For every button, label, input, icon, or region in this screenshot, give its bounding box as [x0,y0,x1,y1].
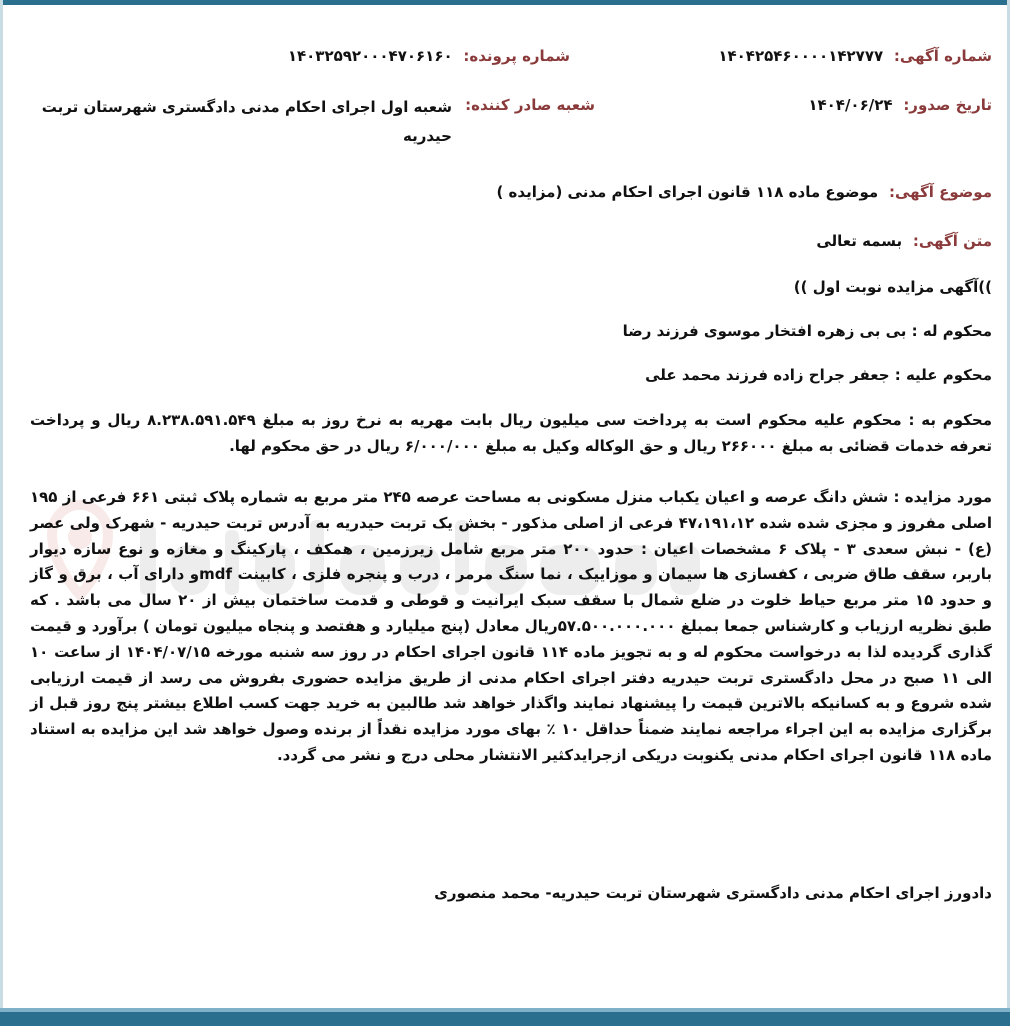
subject-row [496,183,992,201]
window-left-border [0,0,3,1026]
text-label: متن آگهی: [912,232,992,250]
subject-label: موضوع آگهی: [888,183,992,201]
issuing-branch-label: شعبه صادر کننده: [465,96,595,114]
notice-number-row [718,47,992,65]
case-number-value: ۱۴۰۳۲۵۹۲۰۰۰۴۷۰۶۱۶۰ [287,47,453,65]
case-number-row [288,47,570,65]
issue-date-value: ۱۴۰۴/۰۶/۲۴ [808,96,893,114]
issuing-branch-value: شعبه اول اجرای احکام مدنی دادگستری شهرستان تربت [41,98,452,116]
auction-notice-document [18,0,992,1000]
issue-date-label: تاریخ صدور: [903,96,992,114]
issuing-branch-value-cont: حیدریه [403,127,452,145]
issue-date-row [808,96,992,114]
issuing-branch-row [465,96,595,114]
judgment-paragraph: محکوم به : محکوم علیه محکوم است به پرداخت سی میلیون ریال بابت مهریه به نرخ روز به مبلغ ۸.۲۳۸.۵۹۱.۵۴۹ ریال و پرداخت تعرفه خدمات قضائی به مبلغ ۲۶۶۰۰۰ ریال و حق الوکاله وکیل به مبلغ ۶/۰۰۰/۰۰۰ ریال در حق محکوم لها. [30,411,992,455]
notice-number-label: شماره آگهی: [893,47,992,65]
auction-heading: ))آگهی مزایده نوبت اول )) [793,278,992,296]
case-number-label: شماره پرونده: [463,47,570,65]
text-row [816,232,992,250]
window-bottom-border [0,1012,1010,1026]
subject-value: موضوع ماده ۱۱۸ قانون اجرای احکام مدنی (مزایده ) [496,183,879,201]
debtor-line: محکوم علیه : جعفر جراح زاده فرزند محمد علی [645,366,992,384]
text-value: بسمه تعالی [816,232,903,250]
auction-item-paragraph: مورد مزایده : شش دانگ عرصه و اعیان یکباب منزل مسکونی به مساحت عرصه ۲۴۵ متر مربع به شماره پلاک ثبتی ۶۶۱ فرعی از ۱۹۵ اصلی مفروز و مجزی شده شده ۴۷،۱۹۱،۱۲ فرعی از اصلی مذکور - بخش یک تربت حیدریه به آدرس تربت حیدریه - شهرک ولی عصر (ع) - نبش سعدی ۳ - پلاک ۶ مشخصات اعیان : حدود ۲۰۰ متر مربع شامل زیرزمین ، همکف ، پارکینگ و مغازه و نوع سازه دیوار باربر، سقف طاق ضربی ، کفسازی ها سیمان و موزاییک ، نما سنگ مرمر ، درب و پنجره فلزی ، کابینت mdfو دارای آب ، برق و گاز و حدود ۱۵ متر مربع حیاط خلوت در ضلع شمال با سقف سبک ایرانیت و قوطی و قدمت ساختمان بیش از ۲۰ سال می باشد . که طبق نظریه ارزیاب و کارشناس جمعا بمبلغ ۵۷.۵۰۰.۰۰۰.۰۰۰ریال معادل (پنج میلیارد و هفتصد و پنجاه میلیون تومان ) برآورد و قیمت گذاری گردیده لذا به درخواست محکوم له و به تجویز ماده ۱۱۴ قانون اجرای احکام در روز سه شنبه مورخه ۱۴۰۴/۰۷/۱۵ از ساعت ۱۰ الی ۱۱ صبح در محل دادگستری تربت حیدریه دفتر اجرای احکام مدنی از طریق مزایده حضوری بفروش می رسد از قیمت ارزیابی شده شروع و به کسانیکه بالاترین قیمت را پیشنهاد نمایند واگذار خواهد شد طالبین به خرید جهت کسب اطلاع بیشتر پنج روز قبل از برگزاری مزایده به این اجراء مراجعه نمایند ضمناً حداقل ۱۰ ٪ بهای مورد مزایده نقداً از برنده وصول خواهد شد این مزایده به استناد ماده ۱۱۸ قانون اجرای احکام مدنی یکنوبت دریکی ازجرایدکثیر الانتشار محلی درج و نشر می گردد. [30,488,993,764]
notice-number-value: ۱۴۰۴۲۵۴۶۰۰۰۰۱۴۲۷۷۷ [718,47,884,65]
creditor-line: محکوم له : بی بی زهره افتخار موسوی فرزند رضا [622,322,992,340]
signature-line: دادورز اجرای احکام مدنی دادگستری شهرستان تربت حیدریه- محمد منصوری [434,884,992,902]
